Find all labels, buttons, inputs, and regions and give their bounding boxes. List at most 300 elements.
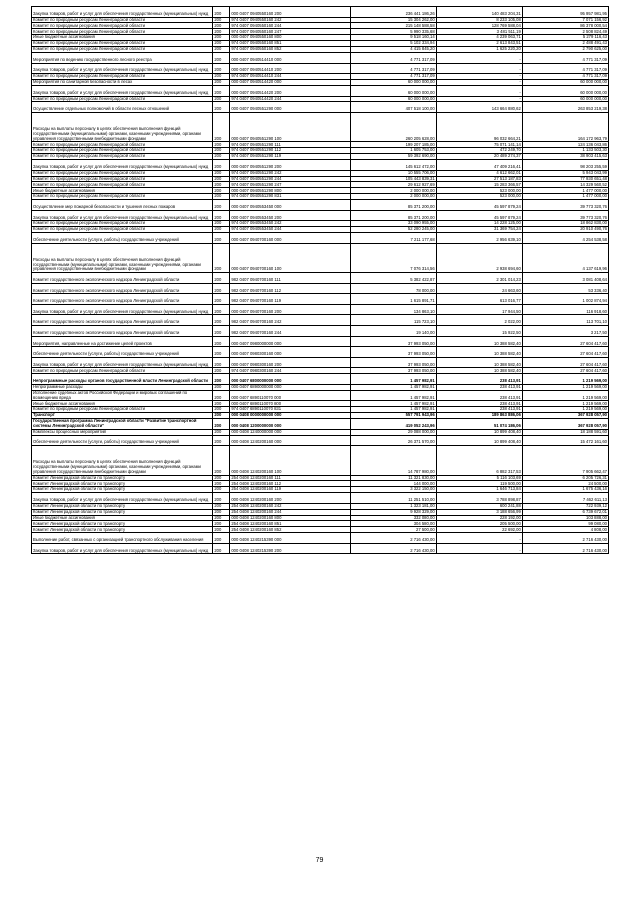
row-kbk-cell: 000 0407 0940700160 100 <box>230 243 350 272</box>
approved-amount-cell: 5 102 334,94 <box>350 41 436 47</box>
row-name-cell: Комитет по природным ресурсам Ленинградской области <box>32 368 213 374</box>
unexecuted-amount-cell: 1 675 436,16 <box>522 487 608 493</box>
unexecuted-amount-cell: 2 790 625,00 <box>522 47 608 53</box>
row-name-cell: Исполнение судебных актов Российской Федерации и мировых соглашений по возмещению вреда <box>32 390 213 401</box>
approved-amount-cell: 9 518 160,14 <box>350 35 436 41</box>
executed-amount-cell: 2 022,00 <box>436 315 522 326</box>
unexecuted-amount-cell: 98 203 255,59 <box>522 160 608 171</box>
row-kbk-cell: 974 0407 0940550160 852 <box>230 47 350 53</box>
approved-amount-cell: 11 321 830,00 <box>350 475 436 481</box>
approved-amount-cell: 1 457 982,91 <box>350 407 436 413</box>
approved-amount-cell: 85 371 200,00 <box>350 210 436 221</box>
unexecuted-amount-cell: 4 771 317,09 <box>522 63 608 74</box>
unexecuted-amount-cell: 39 773 320,76 <box>522 210 608 221</box>
approved-amount-cell: 304 580,00 <box>350 521 436 527</box>
approved-amount-cell: 2 000 000,00 <box>350 194 436 200</box>
executed-amount-cell: 238 413,91 <box>436 390 522 401</box>
approved-amount-cell: 144 000,00 <box>350 481 436 487</box>
executed-amount-cell: 24 663,60 <box>436 283 522 294</box>
row-kbk-cell: 254 0408 1240200160 112 <box>230 481 350 487</box>
approved-amount-cell: 37 993 050,00 <box>350 357 436 368</box>
row-name-cell: Непрограммные расходы <box>32 384 213 390</box>
unexecuted-amount-cell: 2 716 430,00 <box>522 543 608 554</box>
row-name-cell: Комитет по природным ресурсам Ленинградской области <box>32 96 213 102</box>
approved-amount-cell: 27 500,00 <box>350 527 436 533</box>
approved-amount-cell: 1 323 181,00 <box>350 503 436 509</box>
unexecuted-amount-cell: 7 462 611,13 <box>522 493 608 504</box>
row-name-cell: Комитет по природным ресурсам Ленинградской области <box>32 148 213 154</box>
row-kbk-cell: 000 0407 0940553450 200 <box>230 210 350 221</box>
table-row <box>32 390 609 401</box>
unexecuted-amount-cell: 1 133 503,30 <box>522 148 608 154</box>
executed-amount-cell: 140 483 204,31 <box>436 7 522 18</box>
row-name-cell: Закупка товаров, работ и услуг для обеспечения государственных (муниципальных) нужд <box>32 63 213 74</box>
row-kbk-cell: 974 0407 0940550160 851 <box>230 41 350 47</box>
executed-amount-cell: 22 692,00 <box>436 527 522 533</box>
row-kbk-cell: 000 0408 1240200160 100 <box>230 446 350 475</box>
approved-amount-cell: 2 716 430,00 <box>350 533 436 544</box>
unexecuted-amount-cell: 5 943 043,99 <box>522 170 608 176</box>
approved-amount-cell: 29 612 927,69 <box>350 182 436 188</box>
row-kbk-cell: 974 0407 0940550160 242 <box>230 17 350 23</box>
row-name-cell: Комитет по природным ресурсам Ленинградской области <box>32 17 213 23</box>
executed-amount-cell: 600 241,88 <box>436 503 522 509</box>
executed-amount-cell: 3 481 511,19 <box>436 29 522 35</box>
approved-amount-cell: 332 080,00 <box>350 515 436 521</box>
table-row <box>32 357 609 368</box>
unexecuted-amount-cell: 27 604 417,60 <box>522 336 608 347</box>
approved-amount-cell: 37 993 050,00 <box>350 336 436 347</box>
executed-amount-cell: 10 899 408,40 <box>436 429 522 435</box>
row-kbk-cell: 000 0407 0940700160 200 <box>230 304 350 315</box>
unexecuted-amount-cell: 14 329 560,52 <box>522 182 608 188</box>
approved-amount-cell: 60 000 000,00 <box>350 85 436 96</box>
row-code-cell: 200 <box>213 521 230 527</box>
table-row <box>32 493 609 504</box>
executed-amount-cell: 2 613 843,51 <box>436 41 522 47</box>
row-name-cell: Комитет Ленинградской области по транспорту <box>32 503 213 509</box>
row-code-cell: 200 <box>213 142 230 148</box>
table-row <box>32 533 609 544</box>
approved-amount-cell: 11 251 510,00 <box>350 493 436 504</box>
row-name-cell: Мероприятия по ведению государственного лесного реестра <box>32 52 213 63</box>
executed-amount-cell: 523 000,00 <box>436 194 522 200</box>
approved-amount-cell: 29 088 000,00 <box>350 429 436 435</box>
executed-amount-cell: 3 188 656,99 <box>436 509 522 515</box>
row-kbk-cell: 254 0408 1240200160 111 <box>230 475 350 481</box>
approved-amount-cell: 10 555 706,00 <box>350 170 436 176</box>
row-code-cell: 200 <box>213 160 230 171</box>
row-name-cell: Обеспечение деятельности (услуги, работы) государственных учреждений <box>32 347 213 358</box>
table-row <box>32 543 609 554</box>
row-code-cell: 200 <box>213 221 230 227</box>
row-kbk-cell: 000 0407 0940550160 800 <box>230 35 350 41</box>
row-code-cell: 200 <box>213 429 230 435</box>
row-code-cell: 200 <box>213 112 230 141</box>
row-kbk-cell: 000 0408 1240215390 200 <box>230 543 350 554</box>
table-row <box>32 160 609 171</box>
approved-amount-cell: 1 457 982,91 <box>350 374 436 385</box>
table-row <box>32 112 609 141</box>
executed-amount-cell: 75 071 141,14 <box>436 142 522 148</box>
row-name-cell: Комитет по природным ресурсам Ленинградской области <box>32 154 213 160</box>
row-kbk-cell: 974 0407 0940551290 111 <box>230 142 350 148</box>
executed-amount-cell: 51 074 186,06 <box>436 419 522 430</box>
approved-amount-cell: 1 615 891,71 <box>350 294 436 305</box>
approved-amount-cell: 85 371 200,00 <box>350 200 436 211</box>
row-name-cell: Комитет Ленинградской области по транспорту <box>32 509 213 515</box>
row-kbk-cell: 000 0408 1200000000 000 <box>230 419 350 430</box>
row-kbk-cell: 000 0407 0940514410 200 <box>230 63 350 74</box>
executed-amount-cell: 10 388 582,40 <box>436 336 522 347</box>
approved-amount-cell: 19 140,00 <box>350 326 436 337</box>
approved-amount-cell: 78 000,00 <box>350 283 436 294</box>
row-code-cell: 200 <box>213 283 230 294</box>
unexecuted-amount-cell: 116 918,60 <box>522 304 608 315</box>
approved-amount-cell: 419 052 243,96 <box>350 419 436 430</box>
row-kbk-cell: 000 0407 0940700160 000 <box>230 233 350 244</box>
row-name-cell: Комитет по природным ресурсам Ленинградской области <box>32 407 213 413</box>
row-name-cell: Комитет Ленинградской области по транспорту <box>32 487 213 493</box>
row-kbk-cell: 974 0407 0980300160 244 <box>230 368 350 374</box>
row-name-cell: Комитет по природным ресурсам Ленинградской области <box>32 47 213 53</box>
unexecuted-amount-cell: 2 716 430,00 <box>522 533 608 544</box>
row-code-cell: 200 <box>213 315 230 326</box>
approved-amount-cell: 1 457 982,91 <box>350 390 436 401</box>
row-code-cell: 200 <box>213 435 230 446</box>
executed-amount-cell: 96 032 664,21 <box>436 112 522 141</box>
row-code-cell: 200 <box>213 357 230 368</box>
row-name-cell: Иные бюджетные ассигнования <box>32 401 213 407</box>
unexecuted-amount-cell: 20 910 490,76 <box>522 227 608 233</box>
row-kbk-cell: 974 0407 0940551290 112 <box>230 148 350 154</box>
table-row <box>32 243 609 272</box>
row-code-cell: 200 <box>213 294 230 305</box>
row-name-cell: Комитет Ленинградской области по транспорту <box>32 475 213 481</box>
unexecuted-amount-cell: 1 219 569,00 <box>522 374 608 385</box>
table-row <box>32 315 609 326</box>
approved-amount-cell: 4 771 317,09 <box>350 52 436 63</box>
row-code-cell: 200 <box>213 154 230 160</box>
unexecuted-amount-cell: 103 888,00 <box>522 515 608 521</box>
row-code-cell: 200 <box>213 374 230 385</box>
row-kbk-cell: 000 0407 0980000000 000 <box>230 336 350 347</box>
unexecuted-amount-cell: 263 853 219,38 <box>522 102 608 113</box>
approved-amount-cell: 60 000 000,00 <box>350 80 436 86</box>
unexecuted-amount-cell: 4 137 619,96 <box>522 243 608 272</box>
unexecuted-amount-cell: 113 701,10 <box>522 315 608 326</box>
row-name-cell: Комитет государственного экологического надзора Ленинградской области <box>32 273 213 284</box>
executed-amount-cell: 2 301 014,23 <box>436 273 522 284</box>
unexecuted-amount-cell: 4 771 317,09 <box>522 74 608 80</box>
executed-amount-cell: 15 283 366,57 <box>436 182 522 188</box>
row-name-cell: Комитет Ленинградской области по транспорту <box>32 481 213 487</box>
row-kbk-cell: 974 0407 6890110070 831 <box>230 407 350 413</box>
row-kbk-cell: 974 0407 0940551290 831 <box>230 194 350 200</box>
row-code-cell: 200 <box>213 407 230 413</box>
row-code-cell: 200 <box>213 243 230 272</box>
row-name-cell: Иные бюджетные ассигнования <box>32 188 213 194</box>
approved-amount-cell: 15 304 262,00 <box>350 17 436 23</box>
unexecuted-amount-cell: 6 205 726,31 <box>522 475 608 481</box>
row-code-cell: 200 <box>213 487 230 493</box>
approved-amount-cell: 60 000 000,00 <box>350 96 436 102</box>
row-kbk-cell: 000 0407 6890110070 000 <box>230 390 350 401</box>
executed-amount-cell: - <box>436 63 522 74</box>
row-name-cell: Комитет по природным ресурсам Ленинградской области <box>32 221 213 227</box>
row-name-cell: Иные бюджетные ассигнования <box>32 35 213 41</box>
row-code-cell: 200 <box>213 493 230 504</box>
executed-amount-cell: 2 938 694,60 <box>436 243 522 272</box>
unexecuted-amount-cell: 722 939,12 <box>522 503 608 509</box>
executed-amount-cell: 4 612 662,01 <box>436 170 522 176</box>
row-code-cell: 200 <box>213 35 230 41</box>
row-kbk-cell: 982 0407 0940700160 111 <box>230 273 350 284</box>
unexecuted-amount-cell: 18 188 591,60 <box>522 429 608 435</box>
table-row <box>32 435 609 446</box>
row-kbk-cell: 982 0407 0940700160 244 <box>230 326 350 337</box>
approved-amount-cell: 2 000 000,00 <box>350 188 436 194</box>
unexecuted-amount-cell: 3 081 408,64 <box>522 273 608 284</box>
row-name-cell: Комплексы процессных мероприятий <box>32 429 213 435</box>
row-name-cell: Государственная программа Ленинградской области "Развитие транспортной системы Ленинградской области" <box>32 419 213 430</box>
row-kbk-cell: 000 0407 0940553450 000 <box>230 200 350 211</box>
row-name-cell: Мероприятия, направленные на достижение целей проектов <box>32 336 213 347</box>
unexecuted-amount-cell: 1 002 874,94 <box>522 294 608 305</box>
approved-amount-cell: 7 076 314,56 <box>350 243 436 272</box>
table-row <box>32 52 609 63</box>
approved-amount-cell: 26 371 570,00 <box>350 435 436 446</box>
row-name-cell: Комитет по природным ресурсам Ленинградской области <box>32 170 213 176</box>
executed-amount-cell: 2 956 639,10 <box>436 233 522 244</box>
unexecuted-amount-cell: 99 080,00 <box>522 521 608 527</box>
approved-amount-cell: 4 771 317,09 <box>350 63 436 74</box>
executed-amount-cell: 10 388 582,40 <box>436 357 522 368</box>
row-code-cell: 200 <box>213 503 230 509</box>
unexecuted-amount-cell: 24 500,00 <box>522 481 608 487</box>
executed-amount-cell: 17 944,50 <box>436 304 522 315</box>
row-name-cell: Закупка товаров, работ и услуг для обеспечения государственных (муниципальных) нужд <box>32 210 213 221</box>
row-kbk-cell: 000 0408 0000000000 000 <box>230 413 350 419</box>
budget-execution-table <box>31 6 609 554</box>
unexecuted-amount-cell: 4 808,00 <box>522 527 608 533</box>
row-kbk-cell: 254 0408 1240200160 852 <box>230 527 350 533</box>
row-kbk-cell: 982 0407 0940700160 112 <box>230 283 350 294</box>
row-name-cell: Расходы на выплаты персоналу в целях обеспечения выполнения функций государственными (муниципальными) органами, казенными учреждениями, органами управления государственными внебюджетными фондами <box>32 243 213 272</box>
unexecuted-amount-cell: 4 771 317,09 <box>522 52 608 63</box>
table-row <box>32 200 609 211</box>
row-kbk-cell: 982 0407 0940700160 119 <box>230 294 350 305</box>
approved-amount-cell: 5 382 422,87 <box>350 273 436 284</box>
row-kbk-cell: 254 0408 1240200160 119 <box>230 487 350 493</box>
row-kbk-cell: 000 0408 1240215390 000 <box>230 533 350 544</box>
row-code-cell: 200 <box>213 210 230 221</box>
row-code-cell: 200 <box>213 148 230 154</box>
row-code-cell: 200 <box>213 481 230 487</box>
unexecuted-amount-cell: 86 378 000,54 <box>522 23 608 29</box>
row-kbk-cell: 000 0407 0940550160 200 <box>230 7 350 18</box>
row-name-cell: Комитет Ленинградской области по транспорту <box>32 527 213 533</box>
unexecuted-amount-cell: 2 488 491,43 <box>522 41 608 47</box>
row-kbk-cell: 974 0407 0940553450 244 <box>230 227 350 233</box>
table-row <box>32 446 609 475</box>
unexecuted-amount-cell: 60 000 000,00 <box>522 85 608 96</box>
executed-amount-cell: 47 409 216,41 <box>436 160 522 171</box>
executed-amount-cell: 523 000,00 <box>436 188 522 194</box>
row-code-cell: 200 <box>213 446 230 475</box>
row-code-cell: 200 <box>213 336 230 347</box>
row-code-cell: 200 <box>213 23 230 29</box>
table-row <box>32 273 609 284</box>
row-name-cell: Иные бюджетные ассигнования <box>32 515 213 521</box>
executed-amount-cell: 189 863 886,06 <box>436 413 522 419</box>
row-code-cell: 200 <box>213 527 230 533</box>
row-kbk-cell: 000 0408 1240000000 000 <box>230 429 350 435</box>
unexecuted-amount-cell: 77 930 651,48 <box>522 176 608 182</box>
approved-amount-cell: 215 148 588,58 <box>350 23 436 29</box>
row-code-cell: 200 <box>213 543 230 554</box>
row-kbk-cell: 000 0407 6890110070 800 <box>230 401 350 407</box>
unexecuted-amount-cell: 1 219 569,00 <box>522 390 608 401</box>
row-code-cell: 200 <box>213 17 230 23</box>
executed-amount-cell: - <box>436 52 522 63</box>
executed-amount-cell: 119 500,00 <box>436 481 522 487</box>
approved-amount-cell: 145 612 472,00 <box>350 160 436 171</box>
table-row <box>32 304 609 315</box>
row-code-cell: 200 <box>213 227 230 233</box>
approved-amount-cell: 2 716 430,00 <box>350 543 436 554</box>
unexecuted-amount-cell: 1 477 000,00 <box>522 194 608 200</box>
executed-amount-cell: 238 413,91 <box>436 401 522 407</box>
row-kbk-cell: 254 0408 1240200160 851 <box>230 521 350 527</box>
approved-amount-cell: 3 322 150,00 <box>350 487 436 493</box>
row-name-cell: Комитет по природным ресурсам Ленинградской области <box>32 176 213 182</box>
row-name-cell: Расходы на выплаты персоналу в целях обеспечения выполнения функций государственными (муниципальными) органами, казенными учреждениями, органами управления государственными внебюджетными фондами <box>32 446 213 475</box>
row-code-cell: 200 <box>213 515 230 521</box>
executed-amount-cell: 1 646 713,84 <box>436 487 522 493</box>
executed-amount-cell: 1 625 220,20 <box>436 47 522 53</box>
row-name-cell: Комитет Ленинградской области по транспорту <box>32 521 213 527</box>
executed-amount-cell: 6 882 317,53 <box>436 446 522 475</box>
row-kbk-cell: 000 0407 6800000000 000 <box>230 374 350 385</box>
approved-amount-cell: 52 280 245,00 <box>350 227 436 233</box>
unexecuted-amount-cell: 5 279 116,43 <box>522 35 608 41</box>
row-name-cell: Закупка товаров, работ и услуг для обеспечения государственных (муниципальных) нужд <box>32 304 213 315</box>
table-row <box>32 85 609 96</box>
row-name-cell: Комитет государственного экологического надзора Ленинградской области <box>32 294 213 305</box>
unexecuted-amount-cell: 27 604 417,60 <box>522 347 608 358</box>
approved-amount-cell: 33 090 955,00 <box>350 221 436 227</box>
approved-amount-cell: 4 771 317,09 <box>350 74 436 80</box>
row-name-cell: Комитет по природным ресурсам Ленинградской области <box>32 23 213 29</box>
executed-amount-cell: 143 664 880,62 <box>436 102 522 113</box>
row-code-cell: 200 <box>213 85 230 96</box>
executed-amount-cell: - <box>436 533 522 544</box>
row-code-cell: 200 <box>213 52 230 63</box>
row-name-cell: Комитет государственного экологического надзора Ленинградской области <box>32 315 213 326</box>
approved-amount-cell: 37 993 050,00 <box>350 368 436 374</box>
executed-amount-cell: - <box>436 96 522 102</box>
row-name-cell: Непрограммные расходы органов государственной власти Ленинградской области <box>32 374 213 385</box>
executed-amount-cell: 45 597 879,24 <box>436 210 522 221</box>
unexecuted-amount-cell: 164 172 963,79 <box>522 112 608 141</box>
row-kbk-cell: 000 0407 0940551290 100 <box>230 112 350 141</box>
approved-amount-cell: 1 457 982,91 <box>350 401 436 407</box>
row-kbk-cell: 974 0407 0940550160 247 <box>230 29 350 35</box>
approved-amount-cell: 557 791 943,96 <box>350 413 436 419</box>
executed-amount-cell: - <box>436 80 522 86</box>
row-code-cell: 200 <box>213 368 230 374</box>
unexecuted-amount-cell: 1 219 569,00 <box>522 407 608 413</box>
approved-amount-cell: 1 457 982,91 <box>350 384 436 390</box>
row-name-cell: Закупка товаров, работ и услуг для обеспечения государственных (муниципальных) нужд <box>32 543 213 554</box>
approved-amount-cell: 407 518 100,00 <box>350 102 436 113</box>
executed-amount-cell: 14 228 125,00 <box>436 221 522 227</box>
unexecuted-amount-cell: 3 217,50 <box>522 326 608 337</box>
row-kbk-cell: 000 0407 0980300160 000 <box>230 347 350 358</box>
row-name-cell: Закупка товаров, работ и услуг для обеспечения государственных (муниципальных) нужд <box>32 85 213 96</box>
row-name-cell: Комитет по природным ресурсам Ленинградской области <box>32 182 213 188</box>
executed-amount-cell: - <box>436 74 522 80</box>
executed-amount-cell: 238 413,91 <box>436 384 522 390</box>
row-code-cell: 200 <box>213 96 230 102</box>
row-name-cell: Закупка товаров, работ и услуг для обеспечения государственных (муниципальных) нужд <box>32 160 213 171</box>
row-kbk-cell: 974 0407 0940514420 244 <box>230 96 350 102</box>
unexecuted-amount-cell: 367 928 057,90 <box>522 413 608 419</box>
row-kbk-cell: 000 0408 1240200160 000 <box>230 435 350 446</box>
table-row <box>32 336 609 347</box>
approved-amount-cell: 199 207 185,00 <box>350 142 436 148</box>
unexecuted-amount-cell: 27 604 417,60 <box>522 357 608 368</box>
unexecuted-amount-cell: 27 604 417,60 <box>522 368 608 374</box>
row-code-cell: 200 <box>213 41 230 47</box>
row-kbk-cell: 000 0407 0940551290 800 <box>230 188 350 194</box>
unexecuted-amount-cell: 53 336,40 <box>522 283 608 294</box>
executed-amount-cell: 10 388 582,40 <box>436 347 522 358</box>
row-name-cell: Мероприятия по санитарной безопасности в лесах <box>32 80 213 86</box>
executed-amount-cell: 3 788 898,87 <box>436 493 522 504</box>
row-kbk-cell: 000 0407 0940551290 200 <box>230 160 350 171</box>
row-kbk-cell: 974 0407 0940551290 244 <box>230 176 350 182</box>
executed-amount-cell: 228 192,00 <box>436 515 522 521</box>
approved-amount-cell: 9 928 329,00 <box>350 509 436 515</box>
row-kbk-cell: 000 0408 1240200160 800 <box>230 515 350 521</box>
executed-amount-cell: 27 513 187,83 <box>436 176 522 182</box>
row-kbk-cell: 000 0407 0980300160 200 <box>230 357 350 368</box>
row-code-cell: 200 <box>213 176 230 182</box>
table-row <box>32 7 609 18</box>
unexecuted-amount-cell: 18 862 830,00 <box>522 221 608 227</box>
unexecuted-amount-cell: 95 957 981,95 <box>522 7 608 18</box>
row-name-cell: Комитет государственного экологического надзора Ленинградской области <box>32 326 213 337</box>
row-name-cell: Выполнение работ, связанных с организацией транспортного обслуживания населения <box>32 533 213 544</box>
row-code-cell: 200 <box>213 29 230 35</box>
row-code-cell: 200 <box>213 194 230 200</box>
row-code-cell: 200 <box>213 200 230 211</box>
page-number: 79 <box>315 857 324 864</box>
unexecuted-amount-cell: 60 000 000,00 <box>522 96 608 102</box>
approved-amount-cell: 134 863,10 <box>350 304 436 315</box>
approved-amount-cell: 37 993 050,00 <box>350 347 436 358</box>
row-code-cell: 200 <box>213 188 230 194</box>
executed-amount-cell: - <box>436 85 522 96</box>
table-row <box>32 419 609 430</box>
executed-amount-cell: 128 769 588,04 <box>436 23 522 29</box>
row-kbk-cell: 000 0407 0940514420 000 <box>230 80 350 86</box>
row-name-cell: Комитет по природным ресурсам Ленинградской области <box>32 29 213 35</box>
table-row <box>32 102 609 113</box>
row-name-cell: Закупка товаров, работ и услуг для обеспечения государственных (муниципальных) нужд <box>32 357 213 368</box>
